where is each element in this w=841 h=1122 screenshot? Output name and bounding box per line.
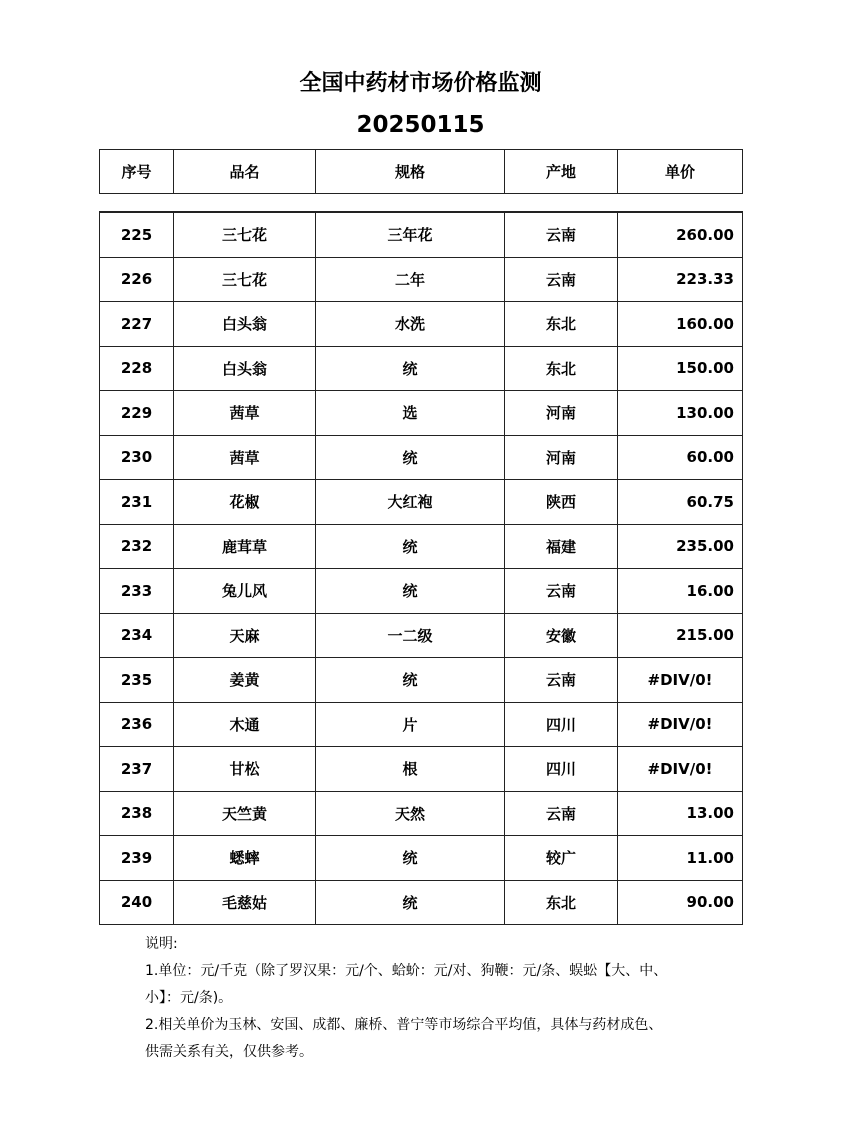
cell-name: 天麻 xyxy=(174,613,316,658)
table-row xyxy=(100,747,743,792)
cell-spec: 水洗 xyxy=(316,302,505,347)
cell-spec: 统 xyxy=(316,435,505,480)
cell-origin: 四川 xyxy=(505,747,618,792)
cell-name: 天竺黄 xyxy=(174,791,316,836)
cell-price: 60.75 xyxy=(618,480,743,525)
cell-price: 150.00 xyxy=(618,346,743,391)
table-row xyxy=(100,524,743,569)
notes-line-1: 1.单位：元/千克（除了罗汉果：元/个、蛤蚧：元/对、狗鞭：元/条、蜈蚣【大、中、 xyxy=(145,963,668,979)
cell-id: 234 xyxy=(100,613,174,658)
cell-price: #DIV/0! xyxy=(618,747,743,792)
cell-spec: 一二级 xyxy=(316,613,505,658)
cell-name: 白头翁 xyxy=(174,346,316,391)
cell-spec: 统 xyxy=(316,836,505,881)
cell-id: 238 xyxy=(100,791,174,836)
cell-id: 237 xyxy=(100,747,174,792)
cell-id: 230 xyxy=(100,435,174,480)
cell-price: 90.00 xyxy=(618,880,743,925)
header-row xyxy=(100,150,743,194)
cell-id: 240 xyxy=(100,880,174,925)
cell-price: 215.00 xyxy=(618,613,743,658)
cell-price: 260.00 xyxy=(618,212,743,257)
cell-origin: 东北 xyxy=(505,302,618,347)
cell-id: 231 xyxy=(100,480,174,525)
table-row xyxy=(100,880,743,925)
cell-name: 花椒 xyxy=(174,480,316,525)
table-row xyxy=(100,791,743,836)
cell-price: 160.00 xyxy=(618,302,743,347)
cell-price: #DIV/0! xyxy=(618,702,743,747)
table-row xyxy=(100,302,743,347)
cell-price: 13.00 xyxy=(618,791,743,836)
notes-section xyxy=(145,931,705,1066)
header-cell-origin: 产地 xyxy=(505,150,618,194)
cell-id: 227 xyxy=(100,302,174,347)
cell-price: 235.00 xyxy=(618,524,743,569)
header-cell-name: 品名 xyxy=(174,150,316,194)
cell-spec: 统 xyxy=(316,524,505,569)
cell-origin: 云南 xyxy=(505,212,618,257)
cell-spec: 统 xyxy=(316,880,505,925)
table-row xyxy=(100,836,743,881)
table-row xyxy=(100,658,743,703)
table-row xyxy=(100,569,743,614)
cell-id: 239 xyxy=(100,836,174,881)
cell-name: 兔儿风 xyxy=(174,569,316,614)
header-cell-id: 序号 xyxy=(100,150,174,194)
cell-name: 茜草 xyxy=(174,435,316,480)
cell-origin: 四川 xyxy=(505,702,618,747)
page-title: 全国中药材市场价格监测 xyxy=(299,71,542,96)
cell-id: 233 xyxy=(100,569,174,614)
cell-spec: 二年 xyxy=(316,257,505,302)
cell-spec: 选 xyxy=(316,391,505,436)
cell-price: 60.00 xyxy=(618,435,743,480)
cell-spec: 三年花 xyxy=(316,212,505,257)
cell-name: 三七花 xyxy=(174,212,316,257)
table-row xyxy=(100,435,743,480)
cell-id: 236 xyxy=(100,702,174,747)
table-row xyxy=(100,346,743,391)
cell-price: 130.00 xyxy=(618,391,743,436)
cell-price: 223.33 xyxy=(618,257,743,302)
cell-id: 229 xyxy=(100,391,174,436)
cell-spec: 大红袍 xyxy=(316,480,505,525)
cell-price: 16.00 xyxy=(618,569,743,614)
cell-name: 毛慈姑 xyxy=(174,880,316,925)
cell-name: 白头翁 xyxy=(174,302,316,347)
header-cell-price: 单价 xyxy=(618,150,743,194)
cell-spec: 片 xyxy=(316,702,505,747)
cell-name: 三七花 xyxy=(174,257,316,302)
cell-spec: 统 xyxy=(316,569,505,614)
price-table-header xyxy=(99,149,743,194)
cell-name: 姜黄 xyxy=(174,658,316,703)
cell-origin: 东北 xyxy=(505,346,618,391)
cell-name: 蟋蟀 xyxy=(174,836,316,881)
cell-price: #DIV/0! xyxy=(618,658,743,703)
cell-id: 232 xyxy=(100,524,174,569)
cell-origin: 云南 xyxy=(505,257,618,302)
price-table-body xyxy=(99,211,743,925)
cell-id: 225 xyxy=(100,212,174,257)
cell-name: 木通 xyxy=(174,702,316,747)
cell-origin: 福建 xyxy=(505,524,618,569)
cell-id: 226 xyxy=(100,257,174,302)
header-cell-spec: 规格 xyxy=(316,150,505,194)
cell-origin: 河南 xyxy=(505,435,618,480)
cell-name: 茜草 xyxy=(174,391,316,436)
report-date: 20250115 xyxy=(356,112,485,138)
cell-name: 甘松 xyxy=(174,747,316,792)
cell-origin: 较广 xyxy=(505,836,618,881)
table-row xyxy=(100,480,743,525)
cell-spec: 统 xyxy=(316,658,505,703)
cell-name: 鹿茸草 xyxy=(174,524,316,569)
cell-origin: 河南 xyxy=(505,391,618,436)
cell-origin: 安徽 xyxy=(505,613,618,658)
cell-origin: 云南 xyxy=(505,791,618,836)
cell-spec: 统 xyxy=(316,346,505,391)
table-row xyxy=(100,613,743,658)
cell-origin: 陕西 xyxy=(505,480,618,525)
cell-id: 235 xyxy=(100,658,174,703)
cell-price: 11.00 xyxy=(618,836,743,881)
cell-origin: 东北 xyxy=(505,880,618,925)
cell-spec: 根 xyxy=(316,747,505,792)
cell-origin: 云南 xyxy=(505,658,618,703)
notes-line-2: 2.相关单价为玉林、安国、成都、廉桥、普宁等市场综合平均值，具体与药材成色、 xyxy=(145,1017,663,1033)
table-row xyxy=(100,391,743,436)
cell-id: 228 xyxy=(100,346,174,391)
cell-origin: 云南 xyxy=(505,569,618,614)
notes-heading: 说明: xyxy=(145,936,178,952)
notes-line-2-cont: 供需关系有关，仅供参考。 xyxy=(145,1044,313,1060)
table-row xyxy=(100,702,743,747)
table-row xyxy=(100,257,743,302)
cell-spec: 天然 xyxy=(316,791,505,836)
notes-line-1-cont: 小】：元/条)。 xyxy=(145,990,233,1006)
table-row xyxy=(100,212,743,257)
